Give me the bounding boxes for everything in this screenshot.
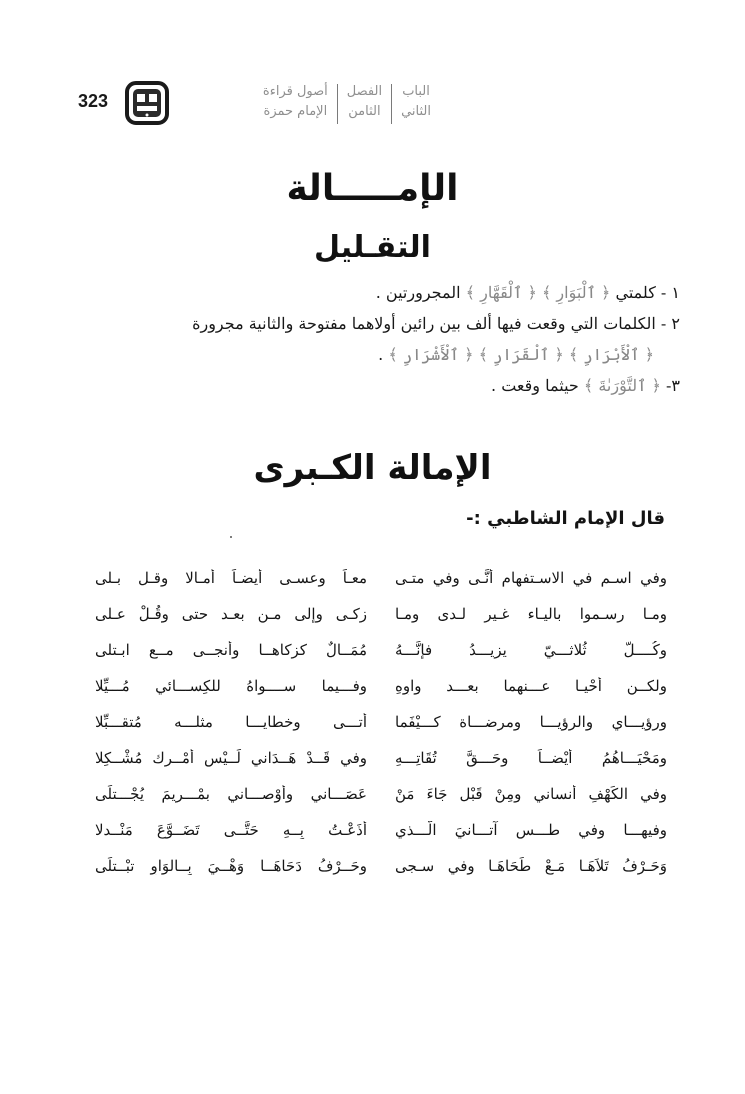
verse-first-hemistich: ومَحْيَـــاهُمُ أيْضــاً وحَـــقَّ تُقَاتِـــهِ [395, 749, 667, 767]
verse-row [95, 560, 667, 596]
verse-second-hemistich: وفـــيما ســــواهُ للكِســـائي مُـــيِّلا [95, 677, 367, 695]
main-title: الإمـــــالة [286, 168, 459, 209]
list-item: ﴿ ٱلْأَبْرَارِ ﴾ ﴿ ٱلْقَرَارِ ﴾ ﴿ ٱلْأَشْرَارِ ﴾ . [378, 345, 654, 364]
verse-row [95, 740, 667, 776]
taqlil-list [120, 277, 680, 401]
verse-row [95, 848, 667, 884]
verse-first-hemistich: ولكــن أحْيـا عـــنهما بعـــد واوِهِ [395, 677, 667, 695]
poem-intro: قال الإمام الشاطبي :- [466, 508, 665, 529]
verse-second-hemistich: وفي قَــدْ هَــدَاني لَــيْس أمْــرك مُشْــكِلا [95, 749, 367, 767]
verse-second-hemistich: زكـى وإلى مـن بعـد حتى وقُـلْ عـلى [95, 605, 367, 623]
verse-row [95, 668, 667, 704]
header-chapter-column: الفصل الثامن [346, 84, 383, 119]
taqlil-heading: التقـليل [314, 230, 431, 265]
verse-row [95, 812, 667, 848]
quranic-words: ﴿ ٱلْأَبْرَارِ ﴾ ﴿ ٱلْقَرَارِ ﴾ ﴿ ٱلْأَشْرَارِ ﴾ [388, 345, 654, 364]
verse-row [95, 776, 667, 812]
verse-first-hemistich: وفي الكَهْفِ أنساني ومِنْ قَبْل جَاءَ مَنْ [395, 785, 667, 803]
header-chapter-info [178, 82, 440, 126]
stray-dot [230, 536, 232, 538]
verse-first-hemistich: ومـا رسـموا باليـاء غـير لـدى ومـا [395, 605, 667, 623]
verse-row [95, 704, 667, 740]
page-header [78, 78, 440, 128]
verse-row [95, 596, 667, 632]
verse-second-hemistich: أتـــى وخطايـــا مثلـــه مُتقـــبِّلا [95, 713, 367, 731]
poem-verses [95, 560, 667, 884]
verse-second-hemistich: معـاً وعسـى أيضـاً أمـالا وقـل بـلى [95, 569, 367, 587]
quranic-words: ﴿ ٱلْبَوَارِ ﴾ ﴿ ٱلْقَهَّارِ ﴾ [465, 283, 611, 302]
list-item: ٢ - الكلمات التي وقعت فيها ألف بين رائين أولاهما مفتوحة والثانية مجرورة [192, 314, 680, 333]
quranic-words: ﴿ ٱلتَّوْرَىٰةَ ﴾ [583, 376, 661, 395]
verse-row [95, 632, 667, 668]
header-topic-column: أصول قراءة الإمام حمزة [262, 84, 328, 119]
verse-first-hemistich: وفي اسـم في الاسـتفهام أنَّـى وفي متـى [395, 569, 667, 587]
verse-second-hemistich: أذَعْـتُ بِــهِ حَتَّــى تَضَــوَّعَ مَنْــدلا [95, 821, 367, 839]
verse-first-hemistich: وَحَـرْفُ تَلاَهَـا مَـعْ طَحَاهَـا وفي سـجى [395, 857, 667, 875]
verse-second-hemistich: مُمَــالٌ كزكاهــا وأنجــى مــع ابـتلى [95, 641, 367, 659]
list-item: ١ - كلمتي ﴿ ٱلْبَوَارِ ﴾ ﴿ ٱلْقَهَّارِ ﴾ المجرورتين . [375, 283, 680, 302]
imala-kubra-heading: الإمالة الكـبرى [253, 448, 492, 488]
verse-first-hemistich: ورؤيـــاي والرؤيـــا ومرضـــاة كـــيْفَما [395, 713, 667, 731]
book-emblem-icon [124, 80, 170, 126]
verse-first-hemistich: وفيهـــا وفي طـــس آتـــانيَ الَّـــذي [395, 821, 667, 839]
list-item: ٣- ﴿ ٱلتَّوْرَىٰةَ ﴾ حيثما وقعت . [491, 376, 680, 395]
verse-second-hemistich: وحَــرْفُ دَحَاهَــا وَهْــيَ بِــالوَاوِ تبْــتلَى [95, 857, 367, 875]
verse-first-hemistich: وكُــــلّ ثُلاثـــيّ يزيـــدُ فإنَّـــهُ [395, 641, 667, 659]
header-section-column: الباب الثاني [401, 84, 431, 119]
verse-second-hemistich: عَصَـــاني وأوْصـــاني بمْـــريمَ يُجْـــتلَى [95, 785, 367, 803]
page-number: 323 [78, 91, 109, 111]
